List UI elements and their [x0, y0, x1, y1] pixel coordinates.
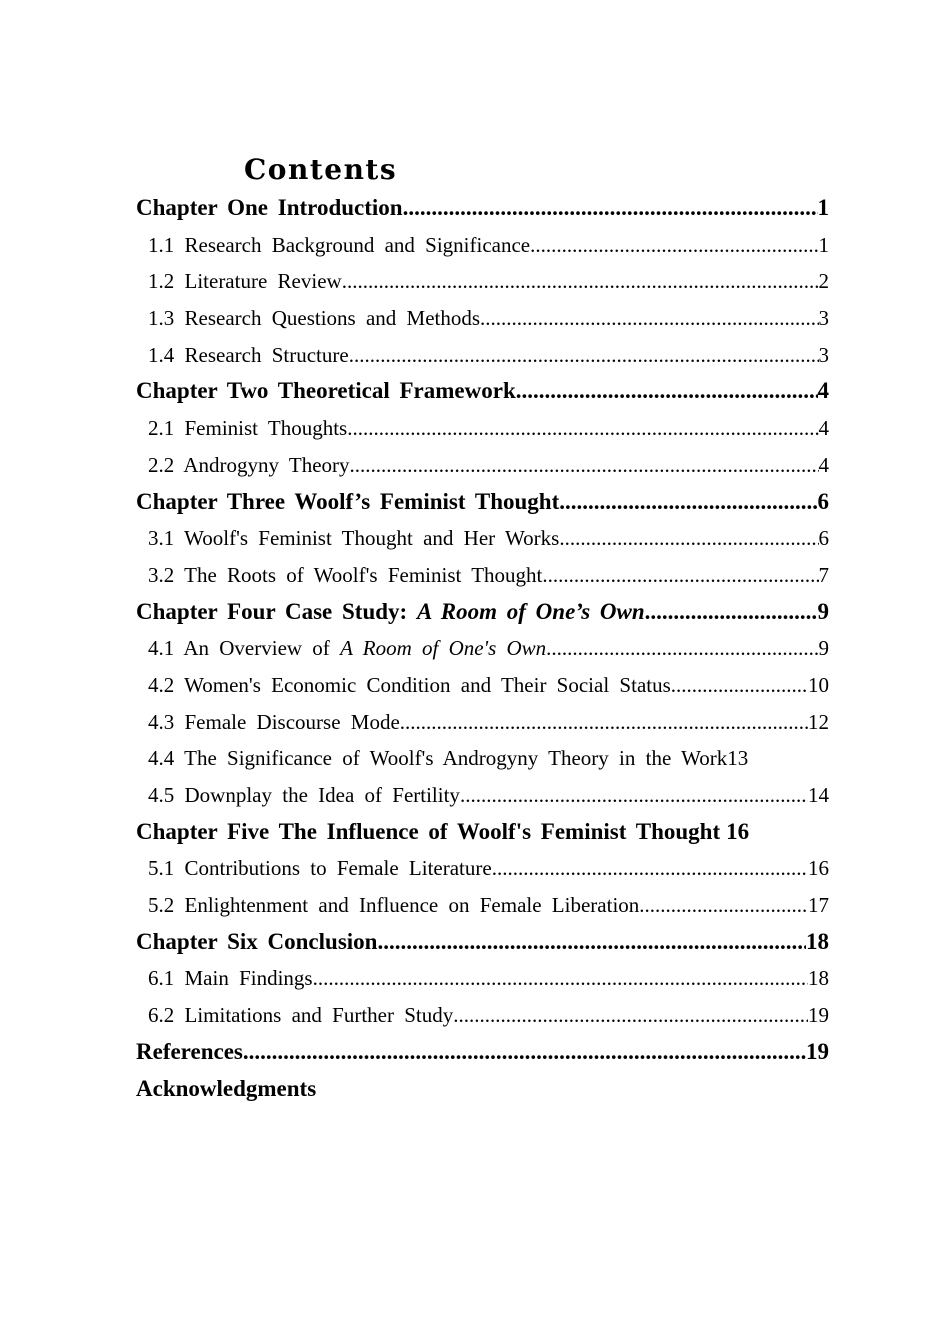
toc-entry-label: [148, 997, 453, 1034]
dot-leader: [639, 887, 808, 924]
dot-leader: [546, 630, 818, 667]
toc-entry-label: [148, 887, 639, 924]
toc-entry-label: [148, 850, 492, 887]
toc-page-number: 17: [808, 893, 829, 918]
toc-section-entry[interactable]: [136, 777, 829, 814]
toc-entry-title-text: 2.2 Androgyny Theory: [148, 452, 350, 477]
toc-page-number: 6: [817, 488, 829, 514]
toc-entry-label: [136, 373, 516, 410]
toc-entry-title-text: 6.1 Main Findings: [148, 966, 313, 991]
toc-page-number: 14: [808, 783, 829, 807]
toc-entry-title-text: 5.2 Enlightenment and Influence on Female Liberation: [148, 893, 640, 918]
toc-entry-title-text: 3.2 The Roots of Woolf's Feminist Thought: [148, 562, 543, 587]
toc-chapter-entry[interactable]: [136, 924, 829, 961]
dot-leader: [516, 373, 818, 410]
toc-entry-label: [136, 190, 403, 227]
toc-section-entry[interactable]: [136, 960, 829, 997]
toc-entry-title-text: Chapter Three Woolf’s Feminist Thought: [136, 488, 560, 514]
toc-section-entry[interactable]: [136, 704, 829, 741]
toc-page-number: 4: [817, 378, 829, 404]
toc-page-number: 12: [808, 709, 829, 734]
toc-entry-label: [148, 263, 342, 300]
dot-leader: [313, 960, 808, 997]
toc-section-entry[interactable]: [136, 667, 829, 704]
toc-entry-title-text: 1.4 Research Structure: [148, 342, 349, 367]
toc-section-entry[interactable]: [136, 997, 829, 1034]
toc-section-entry[interactable]: [136, 740, 829, 777]
table-of-contents: [136, 190, 829, 1107]
dot-leader: [347, 410, 818, 447]
dot-leader: [349, 337, 819, 374]
toc-entry-label: [136, 924, 377, 961]
toc-page-number: 19: [806, 1038, 829, 1064]
toc-section-entry[interactable]: [136, 557, 829, 594]
toc-entry-title-text: 5.1 Contributions to Female Literature: [148, 856, 492, 881]
toc-entry-label: [148, 227, 530, 264]
toc-page-number: 13: [727, 746, 749, 771]
toc-entry-label: [148, 337, 349, 374]
toc-entry-title-text: Chapter One Introduction: [136, 195, 403, 220]
dot-leader: [559, 520, 818, 557]
toc-entry-title-text: Acknowledgments: [136, 1075, 317, 1101]
toc-chapter-entry[interactable]: [136, 594, 829, 631]
toc-section-entry[interactable]: [136, 337, 829, 374]
toc-page-number: 9: [817, 598, 829, 624]
toc-entry-title-text: 2.1 Feminist Thoughts: [148, 416, 348, 441]
toc-page-number: 7: [818, 562, 829, 587]
toc-section-entry[interactable]: [136, 263, 829, 300]
dot-leader: [460, 777, 808, 814]
toc-entry-title-text: Chapter Two Theoretical Framework: [136, 378, 516, 404]
dot-leader: [645, 594, 818, 631]
toc-entry-title-text: 4.1 An Overview of: [148, 636, 341, 661]
dot-leader: [342, 263, 819, 300]
toc-chapter-entry[interactable]: [136, 190, 829, 227]
toc-page-number: 18: [808, 966, 829, 991]
dot-leader: [671, 667, 808, 704]
toc-entry-label: [148, 740, 727, 777]
dot-leader: [377, 924, 806, 961]
toc-entry-title-text: 6.2 Limitations and Further Study: [148, 1003, 454, 1028]
toc-section-entry[interactable]: [136, 447, 829, 484]
toc-chapter-entry[interactable]: [136, 1071, 829, 1108]
toc-page-number: 6: [818, 526, 829, 551]
toc-entry-label: [136, 594, 645, 631]
toc-section-entry[interactable]: [136, 520, 829, 557]
toc-entry-label: [148, 960, 313, 997]
toc-entry-title-italic: A Room of One’s Own: [416, 598, 645, 624]
toc-entry-title-text: 3.1 Woolf's Feminist Thought and Her Works: [148, 526, 560, 551]
toc-entry-label: [148, 704, 400, 741]
dot-leader: [530, 227, 818, 264]
toc-entry-label: [148, 777, 460, 814]
toc-page-number: 4: [818, 452, 829, 477]
toc-entry-label: [136, 484, 559, 521]
toc-entry-title-text: Chapter Four Case Study:: [136, 598, 417, 624]
toc-section-entry[interactable]: [136, 410, 829, 447]
toc-entry-title-text: 4.2 Women's Economic Condition and Their Social Status: [148, 672, 671, 697]
toc-entry-label: [148, 520, 559, 557]
dot-leader: [559, 484, 817, 521]
toc-entry-label: [148, 630, 546, 667]
toc-entry-title-text: 4.3 Female Discourse Mode: [148, 709, 400, 734]
toc-chapter-entry[interactable]: [136, 1034, 829, 1071]
toc-section-entry[interactable]: [136, 850, 829, 887]
dot-leader: [400, 704, 808, 741]
toc-entry-label: [136, 814, 720, 851]
dot-leader: [492, 850, 808, 887]
toc-entry-title-text: References: [136, 1038, 243, 1064]
toc-entry-label: [136, 1071, 316, 1108]
toc-chapter-entry[interactable]: [136, 484, 829, 521]
dot-leader: [453, 997, 808, 1034]
toc-entry-title-text: 4.5 Downplay the Idea of Fertility: [148, 783, 460, 807]
toc-page-number: 3: [818, 306, 829, 331]
page-title: Contents: [244, 153, 398, 186]
toc-entry-label: [136, 1034, 243, 1071]
dot-leader: [403, 190, 818, 227]
toc-section-entry[interactable]: [136, 630, 829, 667]
toc-entry-title-italic: A Room of One's Own: [340, 636, 547, 661]
toc-entry-title-text: Chapter Six Conclusion: [136, 928, 378, 954]
toc-entry-label: [148, 300, 480, 337]
toc-page-number: 3: [818, 342, 829, 367]
dot-leader: [243, 1034, 806, 1071]
toc-chapter-entry[interactable]: [136, 373, 829, 410]
dot-leader: [350, 447, 819, 484]
toc-entry-title-text: Chapter Five The Influence of Woolf's Feminist Thought: [136, 818, 721, 844]
toc-entry-label: [148, 667, 671, 704]
toc-entry-title-text: 1.2 Literature Review: [148, 269, 342, 294]
toc-entry-label: [148, 557, 542, 594]
toc-page-number: 16: [808, 856, 829, 881]
toc-entry-title-text: 1.1 Research Background and Significance: [148, 232, 531, 257]
toc-page-number: 1: [818, 232, 829, 257]
toc-page-number: 16: [726, 818, 750, 844]
toc-section-entry[interactable]: [136, 227, 829, 264]
toc-page-number: 4: [818, 416, 829, 441]
toc-page-number: 9: [818, 636, 829, 661]
toc-section-entry[interactable]: [136, 887, 829, 924]
toc-section-entry[interactable]: [136, 300, 829, 337]
toc-entry-label: [148, 447, 350, 484]
toc-page-number: 1: [817, 195, 829, 220]
toc-page-number: 19: [808, 1003, 829, 1028]
dot-leader: [542, 557, 818, 594]
toc-page-number: 18: [806, 928, 829, 954]
toc-entry-title-text: 1.3 Research Questions and Methods: [148, 306, 481, 331]
toc-entry-label: [148, 410, 347, 447]
toc-chapter-entry[interactable]: [136, 814, 829, 851]
dot-leader: [480, 300, 818, 337]
toc-page-number: 10: [808, 672, 829, 697]
toc-entry-title-text: 4.4 The Significance of Woolf's Androgyny Theory in the Work: [148, 746, 728, 771]
toc-page-number: 2: [818, 269, 829, 294]
